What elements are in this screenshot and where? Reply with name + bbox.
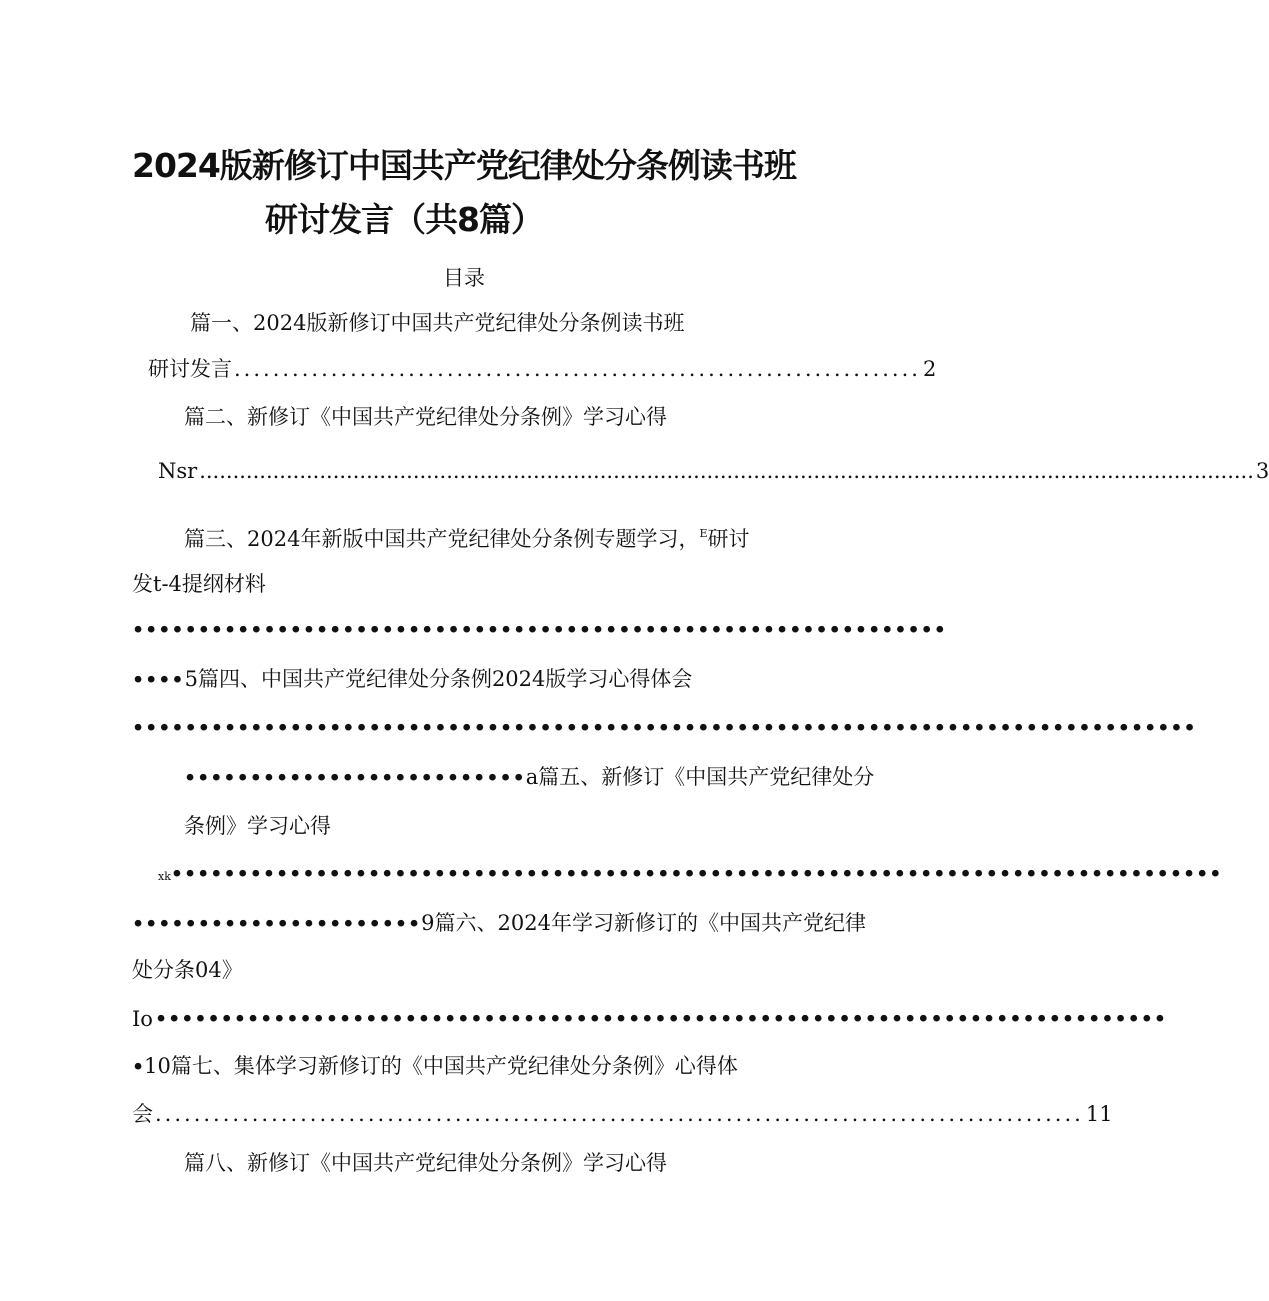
toc-item-6-prefix: Io (132, 1007, 153, 1031)
toc-item-4-title[interactable] (132, 665, 692, 694)
toc-item-3-sup: E (699, 527, 708, 540)
toc-item-2-leader[interactable] (158, 457, 1269, 485)
toc-item-7-page: 11 (1085, 1102, 1113, 1126)
document-title-line-2: 研讨发言（共8篇） (265, 200, 543, 239)
toc-item-4-text: 5篇四、中国共产党纪律处分条例2024版学习心得体会 (184, 667, 693, 691)
toc-item-1-title-cont: 研讨发言 (148, 357, 232, 381)
dot-leader: ................................................................................................ (155, 1102, 1084, 1126)
dot-leader: ••••••••••••••••••••••••••••••••••••••••••••••••••••••••••••••••••••••••••••• (154, 1008, 1168, 1030)
dot-leader: xk•••••••••••••••••••••••••••••••••••••••••••••••••••••••••••••••••••••••••••••••• (158, 863, 1223, 885)
toc-item-6-leader (132, 1005, 1168, 1033)
toc-item-3-title[interactable] (184, 520, 749, 553)
dot-leader: •••••••••••••••••••••••••••••••••••••••••••••••••••••••••••••• (132, 619, 947, 641)
toc-item-2-title-cont: Nsr (158, 459, 198, 483)
dot-leader: •••••••••••••••••••••••••• (184, 767, 526, 789)
toc-item-1-page: 2 (922, 357, 937, 381)
dot-leader: ••••••••••••••••••••••••••••••••••••••••••••••••••••••••••••••••••••••••••••••••• (132, 717, 1197, 739)
toc-item-7-title-cont: 会 (132, 1102, 153, 1126)
dot-leader: ....................................................................... (234, 357, 921, 381)
toc-item-2-title[interactable]: 篇二、新修订《中国共产党纪律处分条例》学习心得 (184, 405, 667, 429)
toc-item-8-title[interactable]: 篇八、新修订《中国共产党纪律处分条例》学习心得 (184, 1151, 667, 1175)
toc-item-7-leader[interactable] (132, 1100, 1113, 1128)
toc-item-5-title-cont: 条例》学习心得 (184, 814, 331, 838)
toc-item-1-title[interactable]: 篇一、2024版新修订中国共产党纪律处分条例读书班 (190, 311, 685, 335)
toc-item-1-leader[interactable] (148, 355, 937, 383)
dot-leader: •••• (132, 669, 185, 691)
toc-item-3-title-cont: 发t-4提纲材料 (132, 572, 266, 596)
toc-item-5-title[interactable] (184, 763, 874, 792)
toc-item-3-title-a: 篇三、2024年新版中国共产党纪律处分条例专题学习， (184, 527, 700, 551)
toc-item-7-title[interactable] (132, 1052, 738, 1081)
toc-item-6-text: 9篇六、2024年学习新修订的《中国共产党纪律 (421, 911, 866, 935)
toc-item-7-text: 10篇七、集体学习新修订的《中国共产党纪律处分条例》心得体 (144, 1054, 738, 1078)
toc-item-5-small: xk (158, 870, 171, 883)
toc-item-3-title-b: 研讨 (707, 527, 750, 551)
toc-item-6-title[interactable] (132, 909, 866, 938)
toc-item-5-text: a篇五、新修订《中国共产党纪律处分 (525, 765, 875, 789)
dot-leader: • (132, 1056, 145, 1078)
dot-leader: •••••••••••••••••••••• (132, 913, 422, 935)
toc-heading: 目录 (443, 266, 485, 290)
toc-item-6-title-cont: 处分条04》 (132, 958, 243, 982)
document-title-line-1: 2024版新修订中国共产党纪律处分条例读书班 (132, 146, 796, 185)
dot-leader: .............................................................................................................................................................. (199, 459, 1254, 483)
toc-item-2-page: 3 (1255, 459, 1269, 483)
